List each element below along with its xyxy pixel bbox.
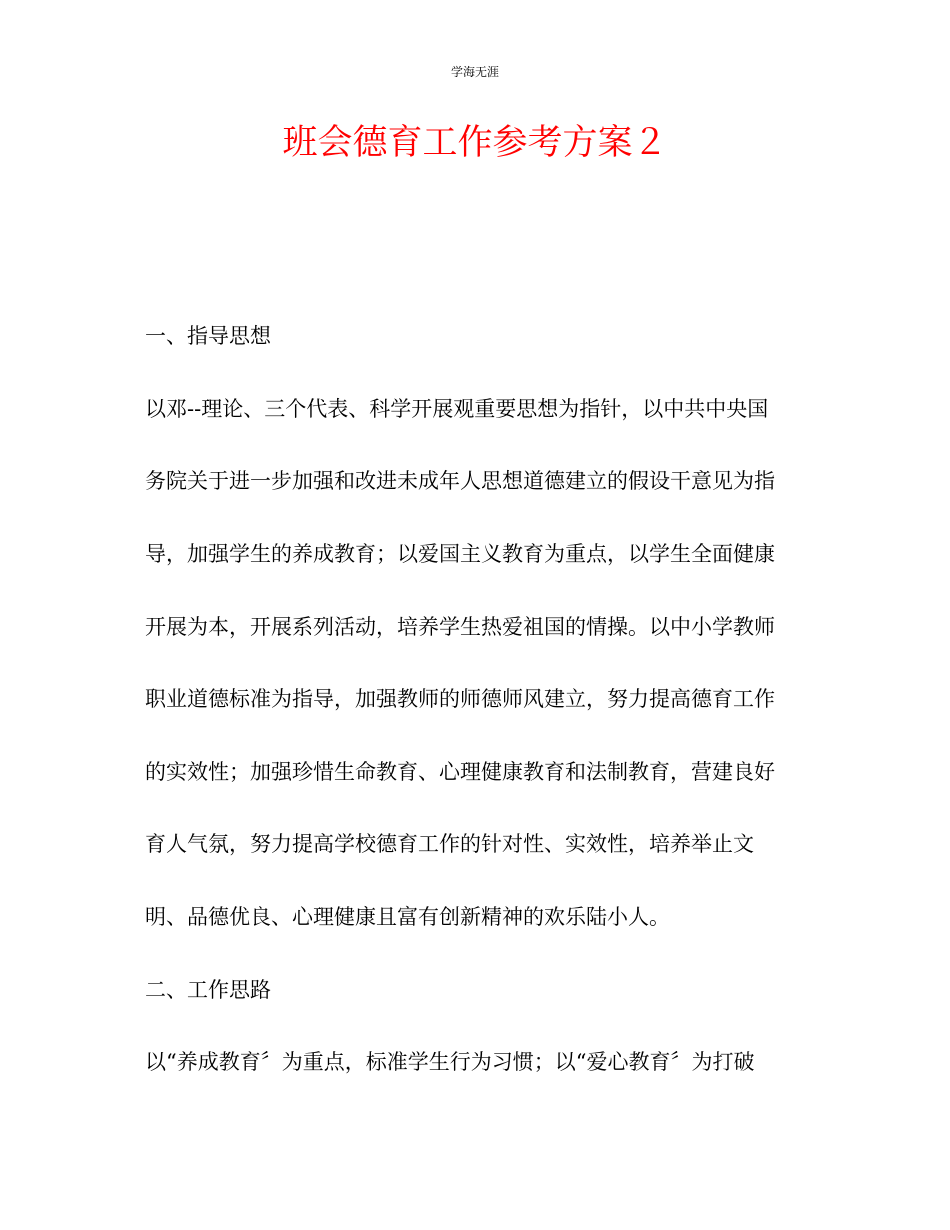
section-heading-work-ideas: 二、工作思路 <box>145 978 271 1002</box>
section-heading-guiding-thought: 一、指导思想 <box>145 324 271 348</box>
paragraph-line: 职业道德标准为指导，加强教师的师德师风建立，努力提高德育工作 <box>145 687 775 711</box>
page-header: 学海无涯 <box>450 65 499 79</box>
paragraph-line: 以“养成教育〞为重点，标准学生行为习惯；以“爱心教育〞为打破 <box>145 1050 755 1074</box>
paragraph-line: 明、品德优良、心理健康且富有创新精神的欢乐陆小人。 <box>145 905 670 929</box>
paragraph-line: 务院关于进一步加强和改进未成年人思想道德建立的假设干意见为指 <box>145 469 775 493</box>
paragraph-line: 导，加强学生的养成教育；以爱国主义教育为重点，以学生全面健康 <box>145 542 775 566</box>
paragraph-line: 育人气氛，努力提高学校德育工作的针对性、实效性，培养举止文 <box>145 832 754 856</box>
document-title: 班会德育工作参考方案２ <box>282 123 668 163</box>
paragraph-line: 以邓--理论、三个代表、科学开展观重要思想为指针，以中共中央国 <box>145 397 769 421</box>
paragraph-line: 开展为本，开展系列活动，培养学生热爱祖国的情操。以中小学教师 <box>145 615 775 639</box>
paragraph-line: 的实效性；加强珍惜生命教育、心理健康教育和法制教育，营建良好 <box>145 760 775 784</box>
